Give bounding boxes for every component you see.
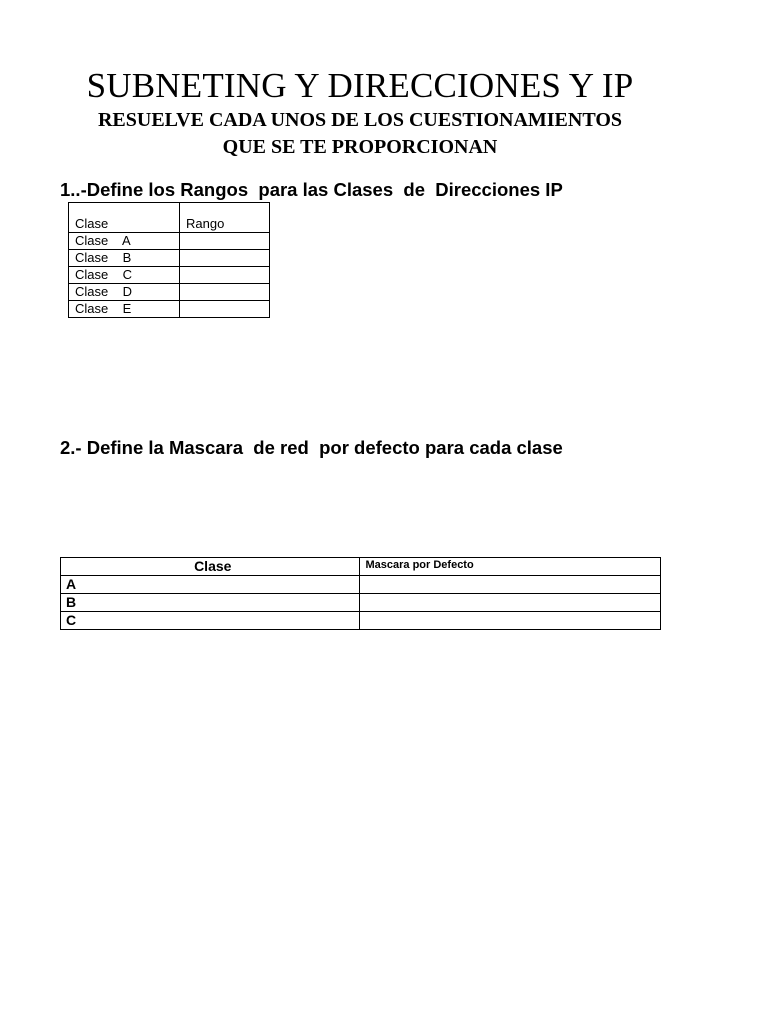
range-cell[interactable]	[180, 250, 270, 267]
header-clase: Clase	[61, 558, 360, 576]
table-row	[69, 233, 270, 250]
default-mask-table	[60, 557, 661, 630]
range-cell[interactable]	[180, 267, 270, 284]
table-row	[69, 250, 270, 267]
table-row	[69, 301, 270, 318]
range-cell[interactable]	[180, 233, 270, 250]
table-row	[61, 612, 661, 630]
header-clase: Clase	[69, 203, 180, 233]
class-cell: C	[61, 612, 360, 630]
mask-cell[interactable]	[360, 594, 661, 612]
header-rango: Rango	[180, 203, 270, 233]
class-cell: Clase D	[69, 284, 180, 301]
mask-cell[interactable]	[360, 576, 661, 594]
class-cell: Clase E	[69, 301, 180, 318]
mask-cell[interactable]	[360, 612, 661, 630]
document-title: SUBNETING Y DIRECCIONES Y IP	[86, 66, 634, 105]
ip-class-ranges-table	[68, 202, 270, 318]
table-header-row	[69, 203, 270, 233]
instructions-line-2: QUE SE TE PROPORCIONAN	[222, 136, 498, 158]
class-cell: Clase B	[69, 250, 180, 267]
table-row	[61, 576, 661, 594]
header-mascara: Mascara por Defecto	[360, 558, 661, 576]
range-cell[interactable]	[180, 301, 270, 318]
table-row	[61, 594, 661, 612]
class-cell: B	[61, 594, 360, 612]
class-cell: A	[61, 576, 360, 594]
question-2: 2.- Define la Mascara de red por defecto para cada clase	[60, 437, 563, 458]
table-row	[69, 267, 270, 284]
class-cell: Clase A	[69, 233, 180, 250]
table-row	[69, 284, 270, 301]
class-cell: Clase C	[69, 267, 180, 284]
instructions-line-1: RESUELVE CADA UNOS DE LOS CUESTIONAMIENTOS	[97, 109, 623, 131]
question-1: 1..-Define los Rangos para las Clases de Direcciones IP	[60, 179, 563, 200]
range-cell[interactable]	[180, 284, 270, 301]
table-header-row	[61, 558, 661, 576]
